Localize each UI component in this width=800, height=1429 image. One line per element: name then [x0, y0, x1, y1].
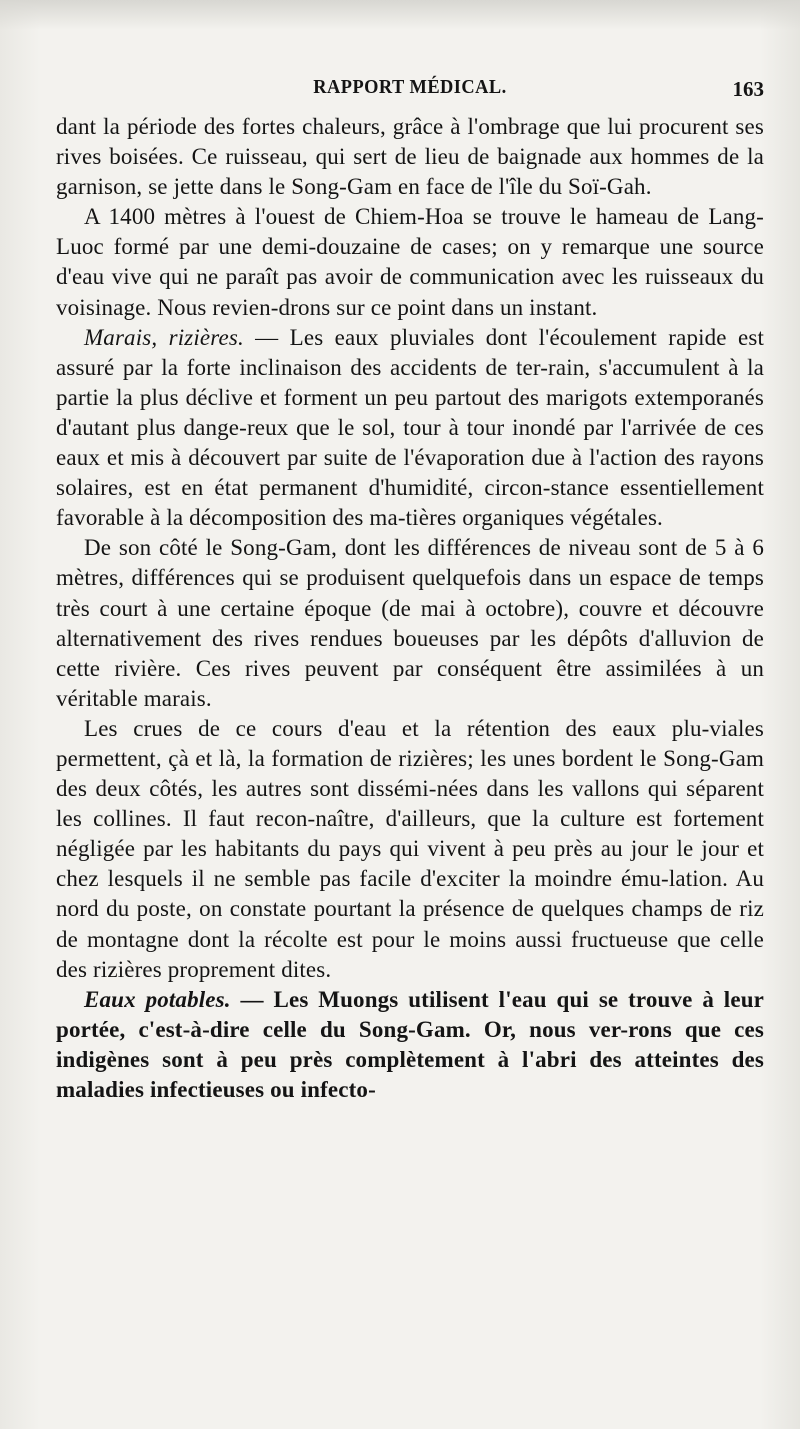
running-head-title: RAPPORT MÉDICAL.: [313, 76, 507, 98]
paragraph-text: De son côté le Song-Gam, dont les différences de niveau sont de 5 à 6 mètres, différences qui se produisent quelquefois dans un espace de temps très court à une certaine époque (de mai à octobre), couvre et découvre alternativement des rives rendues boueuses par les dépôts d'alluvion de cette rivière. Ces rives peuvent par conséquent être assimilées à un véritable marais.: [56, 535, 764, 711]
paragraph-crues: [56, 714, 764, 985]
paragraph-text: Les crues de ce cours d'eau et la rétention des eaux plu-viales permettent, çà et là, la formation de rizières; les unes bordent le Song-Gam des deux côtés, les autres sont dissémi-nées dans les vallons qui séparent les collines. Il faut recon-naître, d'ailleurs, que la culture est fortement négligée par les habitants du pays qui vivent à peu près au jour le jour et chez lesquels il ne semble pas facile d'exciter la moindre ému-lation. Au nord du poste, on constate pourtant la présence de quelques champs de riz de montagne dont la récolte est pour le moins aussi fructueuse que celle des rizières proprement dites.: [56, 715, 764, 982]
section-lead-eaux-potables: Eaux potables.: [84, 986, 231, 1012]
page-number: 163: [732, 77, 764, 101]
paragraph-song-gam: [56, 533, 764, 714]
page-edge-shadow: [0, 0, 800, 30]
running-head: [56, 76, 764, 106]
body-text: [56, 112, 764, 1105]
paragraph-marais: [56, 323, 764, 534]
paragraph-continuation: [56, 112, 764, 202]
paragraph-text: — Les eaux pluviales dont l'écoulement rapide est assuré par la forte inclinaison des accidents de ter-rain, s'accumulent à la partie la plus déclive et forment un peu partout des marigots extemporanés d'autant plus dange-reux que le sol, tour à tour inondé par l'arrivée de ces eaux et mis à découvert par suite de l'évaporation due à l'action des rayons solaires, est en état permanent d'humidité, circon-stance essentiellement favorable à la décomposition des ma-tières organiques végétales.: [56, 324, 764, 531]
section-lead-marais: Marais, rizières.: [84, 324, 244, 350]
paragraph-text: A 1400 mètres à l'ouest de Chiem-Hoa se trouve le hameau de Lang-Luoc formé par une demi-douzaine de cases; on y remarque une source d'eau vive qui ne paraît pas avoir de communication avec les ruisseaux du voisinage. Nous revien-drons sur ce point dans un instant.: [56, 204, 764, 320]
paragraph-text: — Les Muongs utilisent l'eau qui se trouve à leur portée, c'est-à-dire celle du Song-Gam. Or, nous ver-rons que ces indigènes sont à peu près complètement à l'abri des atteintes des maladies infectieuses ou infecto-: [56, 986, 765, 1102]
paragraph-lang-luoc: [56, 202, 764, 322]
paragraph-eaux-potables: [56, 985, 764, 1105]
paragraph-text: dant la période des fortes chaleurs, grâce à l'ombrage que lui procurent ses rives boisées. Ce ruisseau, qui sert de lieu de baignade aux hommes de la garnison, se jette dans le Song-Gam en face de l'île du Soï-Gah.: [56, 114, 764, 200]
